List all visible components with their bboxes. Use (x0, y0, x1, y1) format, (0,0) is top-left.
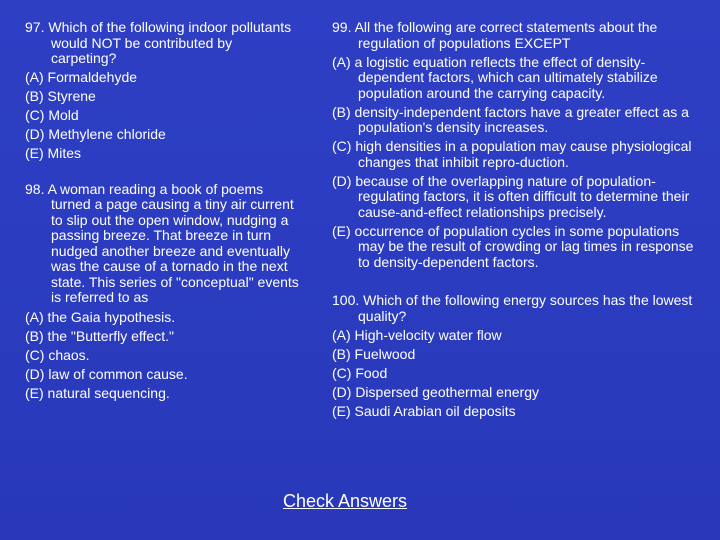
question-98-text: 98. A woman reading a book of poems turned a page causing a tiny air current to slip out the open window, nudging a passing breeze. That breeze in turn nudged another breeze and eventually was the cause of a tornado in the next state. This series of "conceptual" events is referred to as (25, 180, 299, 306)
q98-option-a: (A) the Gaia hypothesis. (25, 308, 176, 325)
q98-option-c: (C) chaos. (25, 346, 90, 363)
q97-option-a: (A) Formaldehyde (25, 69, 138, 86)
question-99 (332, 20, 704, 270)
question-97-text: 97. Which of the following indoor pollutants would NOT be contributed by carpeting? (25, 19, 292, 66)
right-column (332, 20, 704, 420)
left-column (25, 20, 300, 401)
question-100-text: 100. Which of the following energy sources has the lowest quality? (332, 292, 693, 324)
q99-option-b: (B) density-independent factors have a greater effect as a population's density increases. (332, 103, 689, 136)
question-98 (25, 182, 300, 401)
q98-option-d: (D) law of common cause. (25, 365, 188, 382)
q100-option-e: (E) Saudi Arabian oil deposits (332, 403, 516, 420)
q99-option-d: (D) because of the overlapping nature of population-regulating factors, it is often difficult to determine their cause-and-effect relationships precisely. (332, 172, 690, 220)
question-100 (332, 293, 704, 419)
q100-option-d: (D) Dispersed geothermal energy (332, 384, 539, 401)
q100-option-b: (B) Fuelwood (332, 346, 416, 363)
q98-option-e: (E) natural sequencing. (25, 384, 170, 401)
q97-option-e: (E) Mites (25, 145, 81, 162)
q99-option-c: (C) high densities in a population may cause physiological changes that inhibit repro-duction. (332, 138, 692, 170)
q97-option-c: (C) Mold (25, 107, 79, 124)
check-answers-link[interactable]: Check Answers (283, 491, 408, 511)
q97-option-b: (B) Styrene (25, 88, 96, 105)
question-97 (25, 20, 300, 162)
question-99-text: 99. All the following are correct statements about the regulation of populations EXCEPT (332, 19, 658, 51)
q100-option-a: (A) High-velocity water flow (332, 327, 502, 344)
q99-option-a: (A) a logistic equation reflects the effect of density-dependent factors, which can ultimately stabilize population around the carrying capacity. (332, 53, 658, 101)
q98-option-b: (B) the "Butterfly effect." (25, 327, 174, 344)
q99-option-e: (E) occurrence of population cycles in some populations may be the result of crowding or lag times in response to density-dependent factors. (332, 222, 694, 270)
q100-option-c: (C) Food (332, 365, 388, 382)
q97-option-d: (D) Methylene chloride (25, 126, 166, 143)
